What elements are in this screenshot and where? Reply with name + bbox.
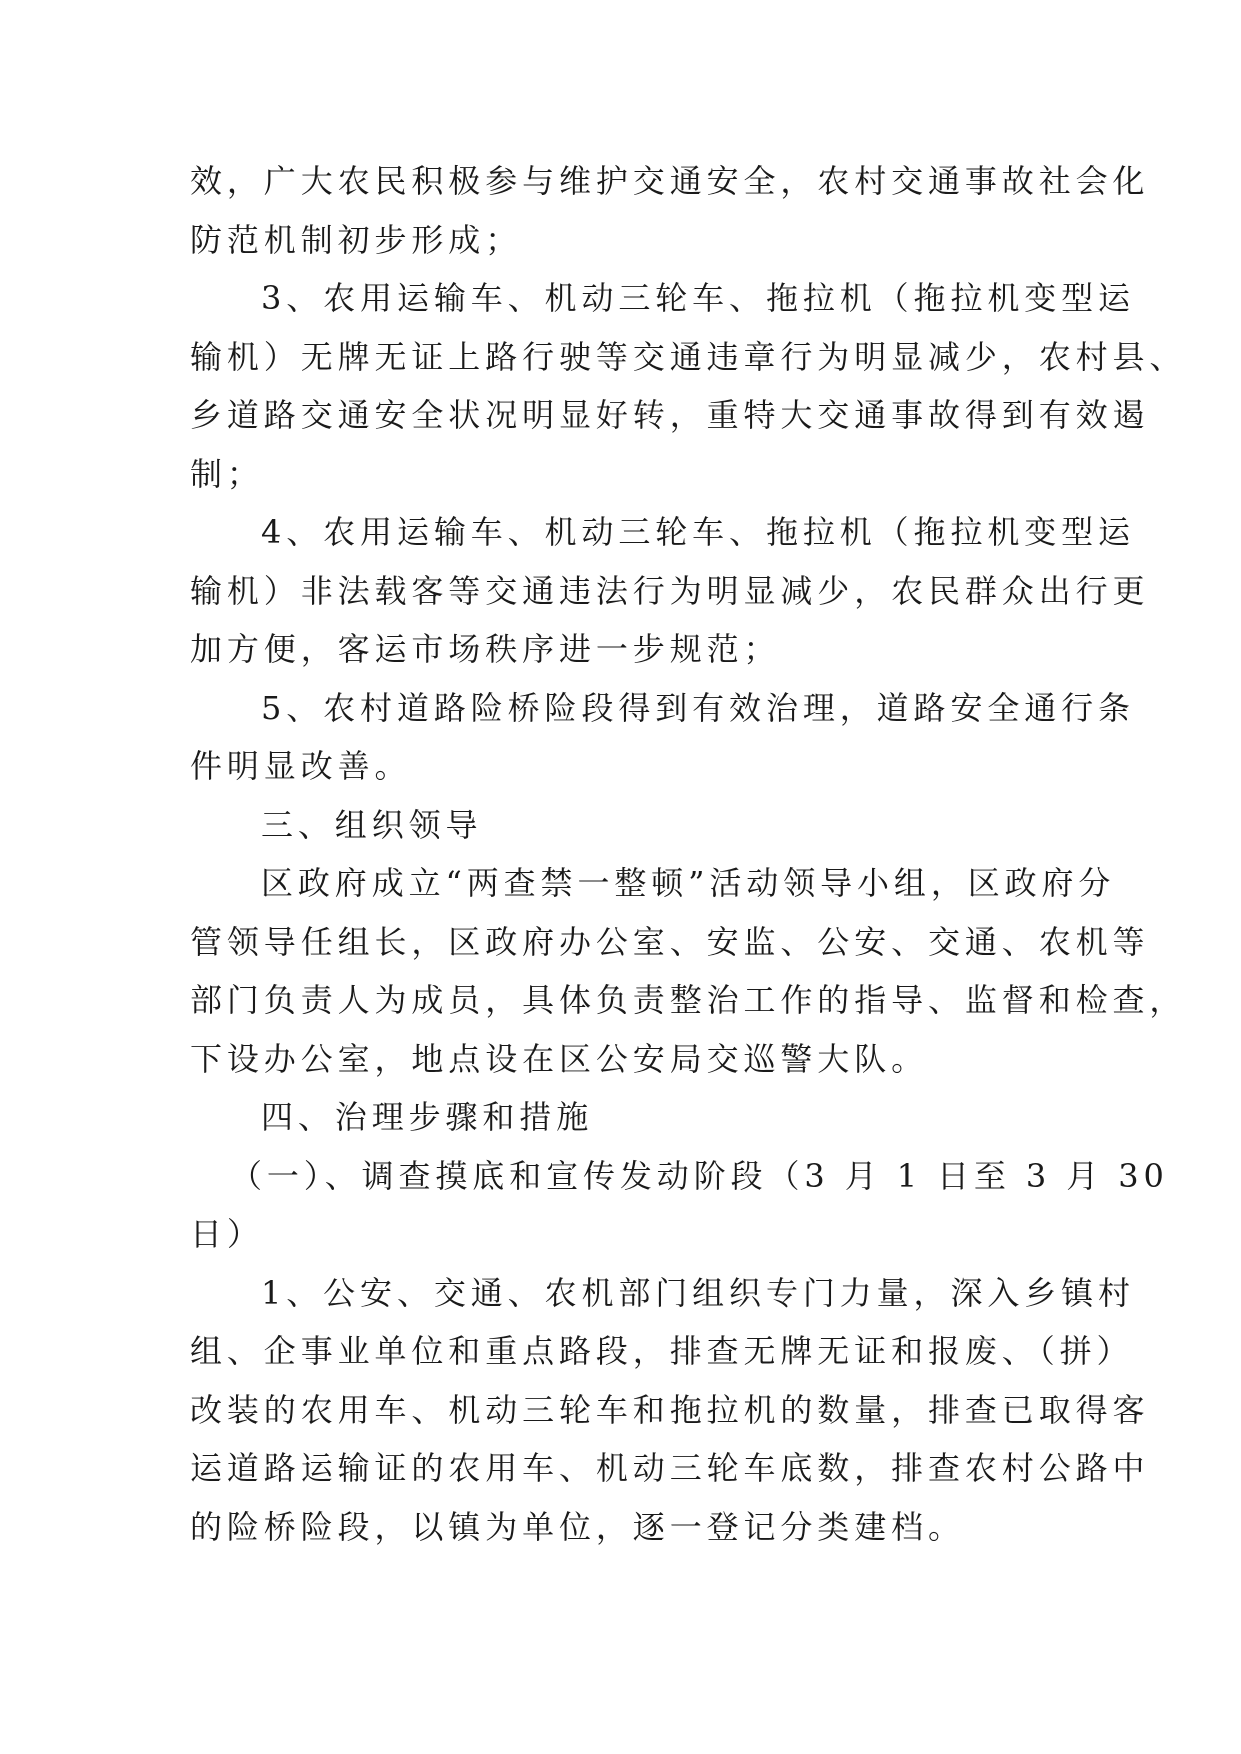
subsection-heading: （一）、调查摸底和宣传发动阶段（3 月 1 日至 3 月 30 [230, 1156, 1169, 1195]
text-line: 3、农用运输车、机动三轮车、拖拉机（拖拉机变型运 [261, 279, 1135, 317]
section-heading: 四、治理步骤和措施 [261, 1098, 594, 1136]
section-heading: 三、组织领导 [261, 805, 483, 844]
text-line: 的险桥险段，以镇为单位，逐一登记分类建档。 [190, 1507, 965, 1546]
text-line: 日） [190, 1215, 264, 1253]
text-line: 组、企事业单位和重点路段，排查无牌无证和报废、（拼） [190, 1332, 1134, 1370]
text-line: 改装的农用车、机动三轮车和拖拉机的数量，排查已取得客 [190, 1390, 1150, 1429]
text-line: 件明显改善。 [190, 747, 412, 785]
text-line: 部门负责人为成员，具体负责整治工作的指导、监督和检查， [190, 981, 1187, 1019]
text-line: 加方便，客运市场秩序进一步规范； [190, 630, 781, 668]
text-line: 制； [190, 454, 264, 493]
text-line: 效，广大农民积极参与维护交通安全，农村交通事故社会化 [190, 162, 1150, 200]
text-line: 区政府成立“两查禁一整顿”活动领导小组，区政府分 [261, 864, 1116, 902]
text-line: 输机）非法载客等交通违法行为明显减少，农民群众出行更 [190, 571, 1150, 610]
text-line: 防范机制初步形成； [190, 220, 523, 259]
document-body [190, 152, 1187, 1556]
text-line: 1、公安、交通、农机部门组织专门力量，深入乡镇村 [261, 1273, 1135, 1312]
text-line: 5、农村道路险桥险段得到有效治理，道路安全通行条 [261, 688, 1135, 727]
text-line: 输机）无牌无证上路行驶等交通违章行为明显减少，农村县、 [190, 337, 1187, 376]
text-line: 管领导任组长，区政府办公室、安监、公安、交通、农机等 [190, 922, 1150, 961]
text-line: 4、农用运输车、机动三轮车、拖拉机（拖拉机变型运 [261, 513, 1135, 551]
text-line: 运道路运输证的农用车、机动三轮车底数，排查农村公路中 [190, 1449, 1150, 1487]
text-line: 下设办公室，地点设在区公安局交巡警大队。 [190, 1039, 929, 1078]
text-line: 乡道路交通安全状况明显好转，重特大交通事故得到有效遏 [190, 396, 1150, 434]
